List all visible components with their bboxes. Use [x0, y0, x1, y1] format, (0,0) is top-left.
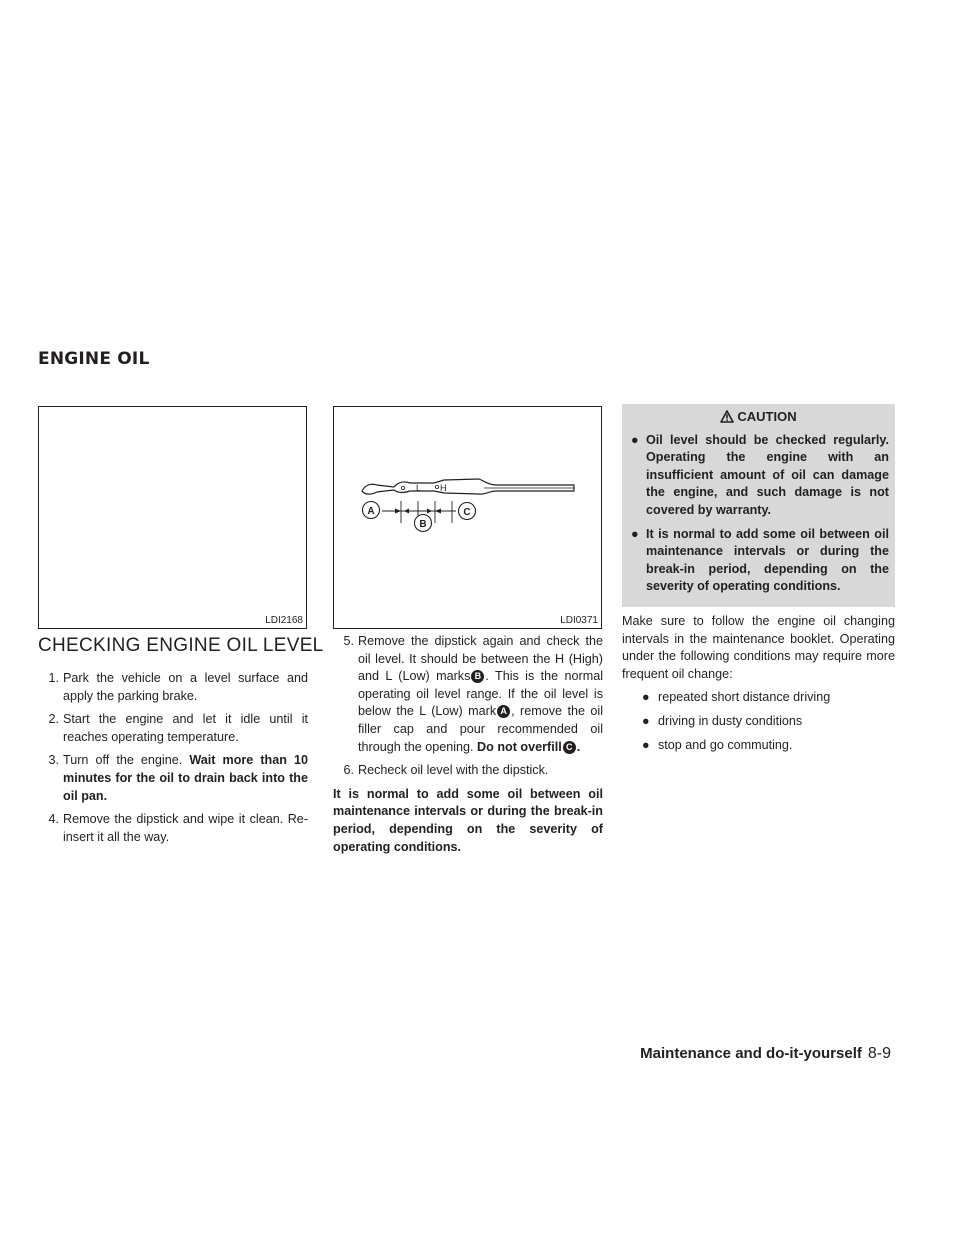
- figure-code: LDI0371: [560, 615, 598, 626]
- steps-list-left: [38, 670, 308, 852]
- condition-text: stop and go commuting.: [658, 737, 793, 752]
- step-text: , remove the oil filler cap and pour recommended oil through the opening.: [358, 704, 603, 754]
- dipstick-shape: [362, 479, 574, 494]
- caution-title: CAUTION: [737, 409, 797, 424]
- step-item: [38, 711, 308, 746]
- step-item: [38, 752, 308, 805]
- callout-a: A: [367, 506, 375, 517]
- step-end: .: [576, 739, 581, 754]
- high-mark: H: [440, 483, 447, 493]
- steps-list-middle: [333, 633, 603, 856]
- footer-section: Maintenance and do-it-yourself: [640, 1045, 862, 1062]
- caution-header: [628, 408, 889, 426]
- step-text: Turn off the engine.: [63, 753, 183, 768]
- step-text: Recheck oil level with the dipstick.: [358, 763, 549, 778]
- condition-text: repeated short distance driving: [658, 690, 831, 705]
- page-number: 8-9: [867, 1045, 891, 1062]
- callout-c: C: [463, 507, 471, 518]
- caution-box: [622, 404, 895, 607]
- callout-c-icon: C: [563, 741, 576, 754]
- callout-b-icon: B: [471, 670, 484, 683]
- bullet-icon: ●: [642, 737, 650, 752]
- oil-note: It is normal to add some oil between oil maintenance intervals or during the break-in period, depending on the severity of operating conditions.: [333, 786, 603, 854]
- caution-item: [628, 526, 889, 596]
- figure-dipstick: [333, 406, 602, 629]
- caution-text: It is normal to add some oil between oil maintenance intervals or during the break-in period, depending on the severity of operating conditions.: [646, 526, 889, 594]
- step-text: . This is the normal operating oil level range. If the oil level is below the L (Low) mark: [358, 669, 603, 719]
- step-number: 6.: [343, 763, 354, 778]
- bullet-icon: ●: [631, 432, 639, 447]
- step-text: Park the vehicle on a level surface and apply the parking brake.: [63, 671, 308, 703]
- step-warning: Do not overfill: [477, 739, 562, 754]
- bullet-icon: ●: [642, 713, 650, 728]
- section-title: ENGINE OIL: [38, 349, 150, 369]
- warning-icon: [720, 410, 734, 423]
- step-item: [333, 762, 603, 780]
- step-text-wrap: [63, 752, 308, 805]
- right-column: [622, 404, 895, 754]
- caution-text: Oil level should be checked regularly. Operating the engine with an insufficient amount of oil can damage the engine, and such damage is not covered by warranty.: [646, 432, 889, 517]
- caution-item: [628, 432, 889, 520]
- step-item: [333, 633, 603, 756]
- bullet-icon: ●: [631, 526, 639, 541]
- step-number: 4.: [48, 812, 59, 827]
- callout-a-icon: A: [497, 705, 510, 718]
- step-warning: Wait more than 10 minutes for the oil to drain back into the oil pan.: [63, 753, 309, 803]
- step-text: Start the engine and let it idle until it reaches operating temperature.: [63, 712, 308, 744]
- figure-code: LDI2168: [265, 615, 303, 626]
- list-item: [622, 737, 895, 755]
- figure-engine-oil-check: [38, 406, 307, 629]
- page-footer: [640, 1045, 891, 1063]
- callout-b: B: [419, 519, 427, 530]
- step-text: Remove the dipstick and wipe it clean. Re-insert it all the way.: [63, 812, 308, 844]
- list-item: [622, 713, 895, 731]
- step-item: [38, 670, 308, 705]
- step-number: 2.: [48, 712, 59, 727]
- low-mark: L: [416, 483, 422, 493]
- condition-text: driving in dusty conditions: [658, 713, 803, 728]
- bullet-icon: ●: [642, 690, 650, 705]
- dipstick-illustration: [334, 407, 601, 628]
- step-number: 1.: [48, 671, 59, 685]
- oil-change-intro: Make sure to follow the engine oil changing intervals in the maintenance booklet. Operating under the following conditions may require more frequent oil change:: [622, 613, 895, 681]
- step-number: 5.: [343, 634, 354, 648]
- step-text-wrap: [358, 633, 603, 756]
- step-number: 3.: [48, 753, 59, 768]
- list-item: [622, 689, 895, 707]
- step-item: [38, 811, 308, 846]
- step-text: Remove the dipstick again and check the oil level. It should be between the H (High) and L (Low) marks: [358, 634, 603, 684]
- subsection-heading: CHECKING ENGINE OIL LEVEL: [38, 635, 324, 656]
